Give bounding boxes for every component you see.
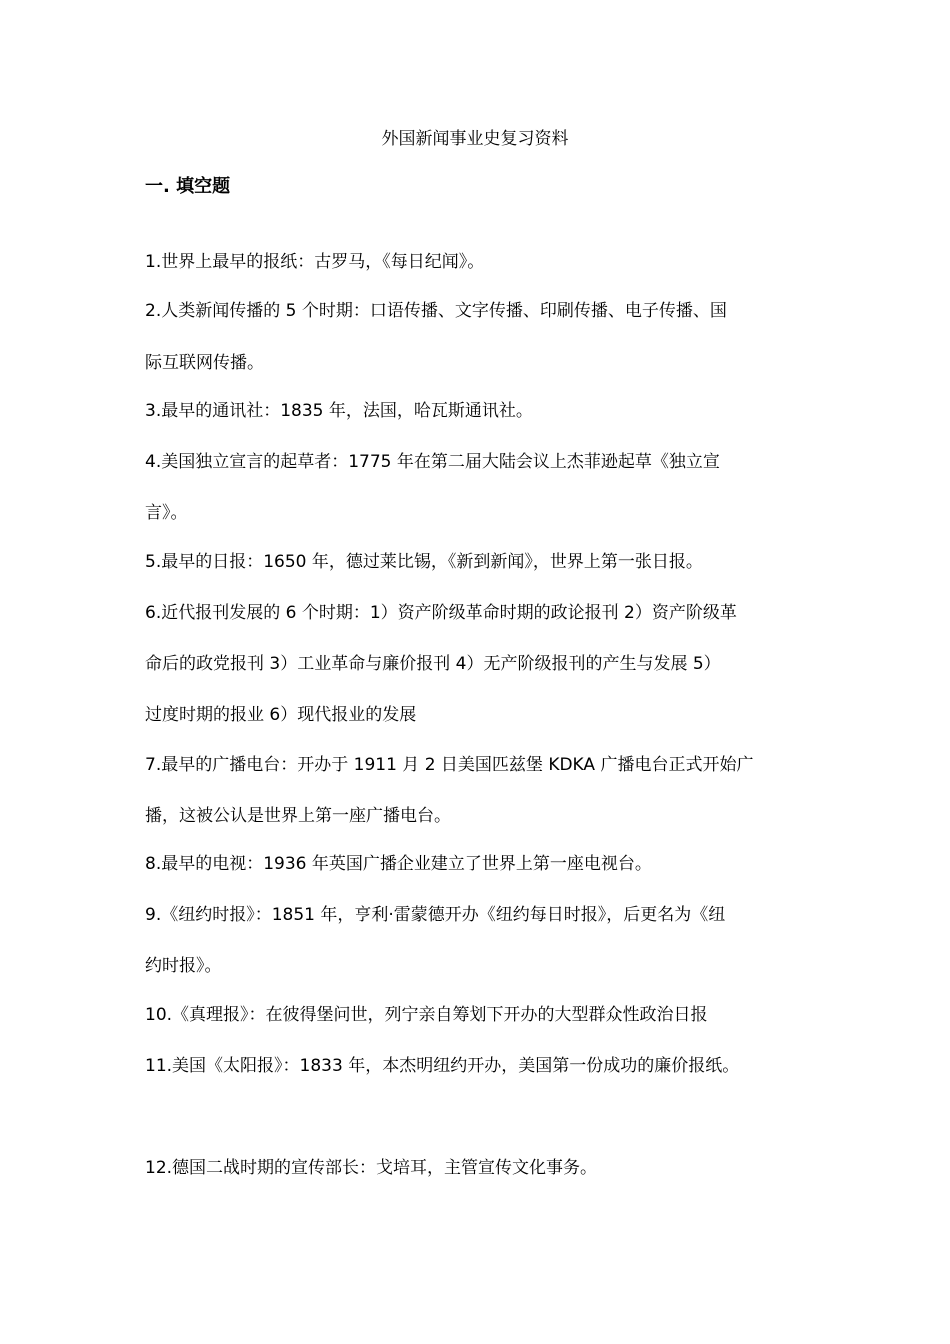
document-title: 外国新闻事业史复习资料 [381, 129, 569, 149]
text-line-4: 3.最早的通讯社：1835 年，法国，哈瓦斯通讯社。 [145, 401, 533, 421]
text-line-1: 1.世界上最早的报纸：古罗马，《每日纪闻》。 [145, 252, 485, 272]
text-line-13: 8.最早的电视：1936 年英国广播企业建立了世界上第一座电视台。 [145, 854, 652, 874]
text-line-15: 约时报》。 [145, 956, 222, 976]
text-line-17: 11.美国《太阳报》：1833 年，本杰明纽约开办，美国第一份成功的廉价报纸。 [145, 1056, 740, 1076]
section-heading: 一. 填空题 [145, 176, 231, 197]
text-line-8: 6.近代报刊发展的 6 个时期：1）资产阶级革命时期的政论报刊 2）资产阶级革 [145, 603, 737, 623]
text-line-18: 12.德国二战时期的宣传部长：戈培耳，主管宣传文化事务。 [145, 1158, 598, 1178]
text-line-14: 9.《纽约时报》：1851 年，亨利·雷蒙德开办《纽约每日时报》，后更名为《纽 [145, 905, 726, 925]
text-line-6: 言》。 [145, 503, 188, 523]
text-line-16: 10.《真理报》：在彼得堡问世，列宁亲自筹划下开办的大型群众性政治日报 [145, 1005, 708, 1025]
text-line-11: 7.最早的广播电台：开办于 1911 月 2 日美国匹兹堡 KDKA 广播电台正式开始广 [145, 755, 754, 775]
text-line-12: 播，这被公认是世界上第一座广播电台。 [145, 806, 451, 826]
text-line-9: 命后的政党报刊 3）工业革命与廉价报刊 4）无产阶级报刊的产生与发展 5） [145, 654, 721, 674]
text-line-7: 5.最早的日报：1650 年，德过莱比锡，《新到新闻》，世界上第一张日报。 [145, 552, 703, 572]
text-line-2: 2.人类新闻传播的 5 个时期：口语传播、文字传播、印刷传播、电子传播、国 [145, 301, 727, 321]
text-line-5: 4.美国独立宣言的起草者：1775 年在第二届大陆会议上杰菲逊起草《独立宣 [145, 452, 720, 472]
text-line-10: 过度时期的报业 6）现代报业的发展 [145, 705, 417, 725]
text-line-3: 际互联网传播。 [145, 353, 264, 373]
